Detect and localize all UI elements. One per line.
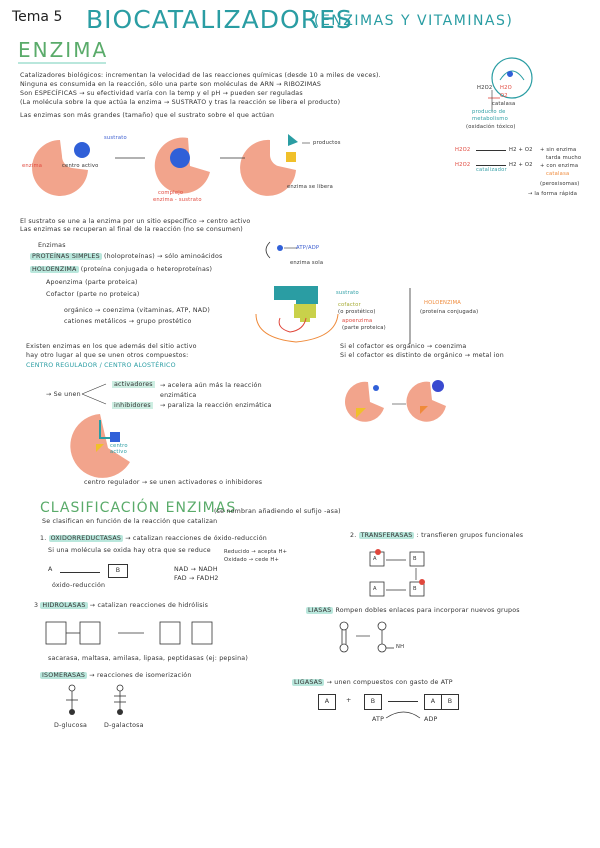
hid-num: 3: [34, 602, 39, 609]
d1-sustrato: sustrato: [104, 135, 127, 141]
trans-a2: A: [373, 586, 377, 592]
allo-centro-reg: centro regulador → se unen activadores o inhibidores: [84, 479, 263, 486]
trans-label: TRANSFERASAS: [360, 532, 413, 539]
lyase-diagram: [336, 620, 426, 660]
holo-title-2: (proteína conjugada): [420, 309, 479, 315]
atp-arc: [384, 704, 424, 720]
liasas-nh: NH: [396, 644, 405, 650]
lig-arrow: [388, 701, 418, 702]
allo-centro-activo: centro activo: [110, 443, 128, 455]
lig-plus: +: [346, 697, 352, 704]
binding-iones: cationes metálicos → grupo prostético: [64, 318, 192, 325]
liasas-text: Rompen dobles enlaces para incorporar nuevos grupos: [335, 607, 520, 614]
iso-heading: [40, 672, 192, 679]
liasas-label: LIASAS: [308, 607, 332, 614]
trans-num: 2.: [350, 532, 357, 539]
intro-line-2: Ninguna es consumida en la reacción, sólo una parte son moléculas de ARN → RIBOZIMAS: [20, 81, 322, 88]
section-enzima: ENZIMA: [18, 38, 109, 62]
lig-adp: ADP: [424, 716, 438, 723]
eq2-right: H2 + O2: [509, 162, 533, 168]
intro-line-3: Son ESPECÍFICAS → su efectividad varía con la temp y el pH → pueden ser reguladas: [20, 90, 303, 97]
iso-label: ISOMERASAS: [42, 672, 86, 679]
catalase-h2o: H2O: [500, 85, 512, 91]
allo-activadores: [112, 381, 155, 388]
intro-line-1: Catalizadores biológicos: incrementan la velocidad de las reacciones químicas (desde 10 a miles de veces).: [20, 72, 381, 79]
catalase-producto-2: metabolismo: [472, 116, 508, 122]
ox-b-box: B: [108, 564, 128, 578]
eq1-left: H2O2: [455, 147, 471, 153]
clasificacion-title: CLASIFICACIÓN ENZIMAS: [40, 500, 237, 516]
iso-galactosa: D-galactosa: [104, 722, 144, 729]
hid-heading: [34, 602, 208, 609]
intro-line-5: Las enzimas son más grandes (tamaño) que el sustrato sobre el que actúan: [20, 112, 275, 119]
allo-se-unen: → Se unen: [46, 391, 81, 398]
binding-line-2: Las enzimas se recuperan al final de la reacción (no se consumen): [20, 226, 243, 233]
ox-arrow: [60, 572, 100, 573]
holo-label: HOLOENZIMA: [32, 266, 77, 273]
catalase-producto-1: producto de: [472, 109, 506, 115]
trans-a1: A: [373, 556, 377, 562]
allo-act-text: → acelera aún más la reacción enzimática: [160, 382, 262, 399]
allo-inh-text: → paraliza la reacción enzimática: [160, 402, 272, 409]
iso-text: → reacciones de isomerización: [89, 672, 192, 679]
page-title: BIOCATALIZADORES: [86, 5, 353, 34]
ox-right-2: Oxidado → cede H+: [224, 557, 280, 563]
trans-text: : transfieren grupos funcionales: [416, 532, 524, 539]
trans-b1: B: [413, 556, 417, 562]
eq2-catalizador: catalizador: [476, 167, 507, 173]
d1-enzima: enzima: [22, 163, 43, 169]
binding-simples: [30, 253, 222, 260]
page-subtitle: (ENZIMAS Y VITAMINAS): [314, 13, 514, 29]
hid-label: HIDROLASAS: [42, 602, 86, 609]
d1-productos: productos: [313, 140, 341, 146]
trans-b2: B: [413, 586, 417, 592]
d1-complejo: complejo: [158, 190, 184, 196]
hid-text: → catalizan reacciones de hidrólisis: [89, 602, 209, 609]
allo-line-1: Existen enzimas en los que además del sitio activo: [26, 343, 197, 350]
eq1-arrow: [476, 150, 506, 151]
allo-inhibidores: [112, 402, 153, 409]
eq2-arrow: [476, 165, 506, 166]
catalase-h2o2: H2O2: [477, 85, 493, 91]
binding-apo: Apoenzima (parte proteica): [46, 279, 138, 286]
lig-ab-a: A: [424, 694, 442, 710]
ox-right-1: Reducido → acepta H+: [224, 549, 288, 555]
holo-sustrato: sustrato: [336, 290, 359, 296]
ligasas-text: → unen compuestos con gasto de ATP: [326, 679, 453, 686]
ox-nad: NAD → NADH: [174, 566, 218, 573]
ox-line-2: Si una molécula se oxida hay otra que se reduce: [48, 547, 211, 554]
allo-line-3: CENTRO REGULADOR / CENTRO ALOSTÉRICO: [26, 362, 176, 369]
d1-complejo-2: enzima - sustrato: [153, 197, 202, 203]
lig-b-box: B: [364, 694, 382, 710]
catalase-note-2: tarda mucho: [546, 155, 582, 161]
binding-enzimas: Enzimas: [38, 242, 66, 249]
catalase-label: catalasa: [492, 101, 516, 107]
eq2-left: H2O2: [455, 162, 471, 168]
catalase-note-3: + con enzima: [540, 163, 579, 169]
intro-line-4: (La molécula sobre la que actúa la enzima → SUSTRATO y tras la reacción se libera el producto): [20, 99, 341, 106]
binding-line-1: El sustrato se une a la enzima por un sitio específico → centro activo: [20, 218, 251, 225]
eq1-right: H2 + O2: [509, 147, 533, 153]
hydrolysis-diagram: [44, 620, 224, 650]
binding-cof: Cofactor (parte no proteica): [46, 291, 140, 298]
holo-parte: (parte proteica): [342, 325, 386, 331]
holo-apoenzima: apoenzima: [342, 318, 373, 324]
d1-liberada: enzima se libera: [287, 184, 333, 190]
holo-title: HOLOENZIMA: [424, 300, 462, 306]
simples-text: (holoproteínas) → sólo aminoácidos: [104, 253, 223, 260]
holoenzyme-diagram: [250, 278, 420, 348]
enzima-sola: enzima sola: [290, 260, 324, 266]
ox-heading: [40, 535, 267, 542]
catalase-note-5: (peroxisomas): [540, 181, 580, 187]
section-underline: [18, 62, 106, 64]
inhibidores-label: inhibidores: [114, 402, 151, 409]
iso-glucosa: D-glucosa: [54, 722, 88, 729]
lig-ab-b: B: [442, 694, 459, 710]
clasificacion-sub: Se clasifican en función de la reacción que catalizan: [42, 518, 218, 525]
allo-branch: [80, 380, 110, 410]
ox-label: OXIDORREDUCTASAS: [50, 535, 122, 542]
tema-label: Tema 5: [12, 9, 63, 25]
ox-fad: FAD → FADH2: [174, 575, 219, 582]
ox-text: → catalizan reacciones de óxido-reducción: [125, 535, 267, 542]
hid-under: sacarasa, maltasa, amilasa, lipasa, peptidasas (ej: pepsina): [48, 655, 249, 662]
ox-a: A: [48, 566, 53, 573]
catalase-note-6: → la forma rápida: [528, 191, 578, 197]
allo-right-1: Si el cofactor es orgánico → coenzima: [340, 343, 467, 350]
liasas-heading: [306, 607, 520, 614]
isomer-diagram: [60, 684, 140, 720]
holo-text: (proteína conjugada o heteroproteínas): [80, 266, 213, 273]
clasificacion-note: (se nombran añadiendo el sufijo -asa): [214, 508, 341, 515]
binding-holo: [30, 266, 212, 273]
allo-line-2: hay otro lugar al que se unen otros compuestos:: [26, 352, 189, 359]
trans-heading: [350, 532, 523, 539]
lig-atp: ATP: [372, 716, 385, 723]
lig-ab-box: [424, 694, 459, 710]
ligasas-heading: [292, 679, 453, 686]
catalase-o2: O2: [500, 93, 508, 99]
simples-label: PROTEÍNAS SIMPLES: [32, 253, 100, 260]
d1-centro-activo: centro activo: [62, 163, 99, 169]
ox-under: óxido-reducción: [52, 582, 106, 589]
allo-right-2: Si el cofactor es distinto de orgánico → metal ion: [340, 352, 504, 359]
catalase-note-1: + sin enzima: [540, 147, 577, 153]
activadores-label: activadores: [114, 381, 153, 388]
allosteric-diagram: [340, 376, 450, 426]
catalase-producto-3: (oxidación tóxico): [466, 124, 516, 130]
holo-cofactor: cofactor: [338, 302, 361, 308]
catalase-note-4: catalasa: [546, 171, 570, 177]
binding-organico: orgánico → coenzima (vitaminas, ATP, NAD): [64, 307, 211, 314]
holo-prostetico: (o prostético): [338, 309, 376, 315]
atp-label: ATP/ADP: [296, 245, 320, 251]
ox-num: 1.: [40, 535, 47, 542]
ligasas-label: LIGASAS: [294, 679, 323, 686]
lig-a-box: A: [318, 694, 336, 710]
transfer-diagram: [366, 548, 456, 602]
